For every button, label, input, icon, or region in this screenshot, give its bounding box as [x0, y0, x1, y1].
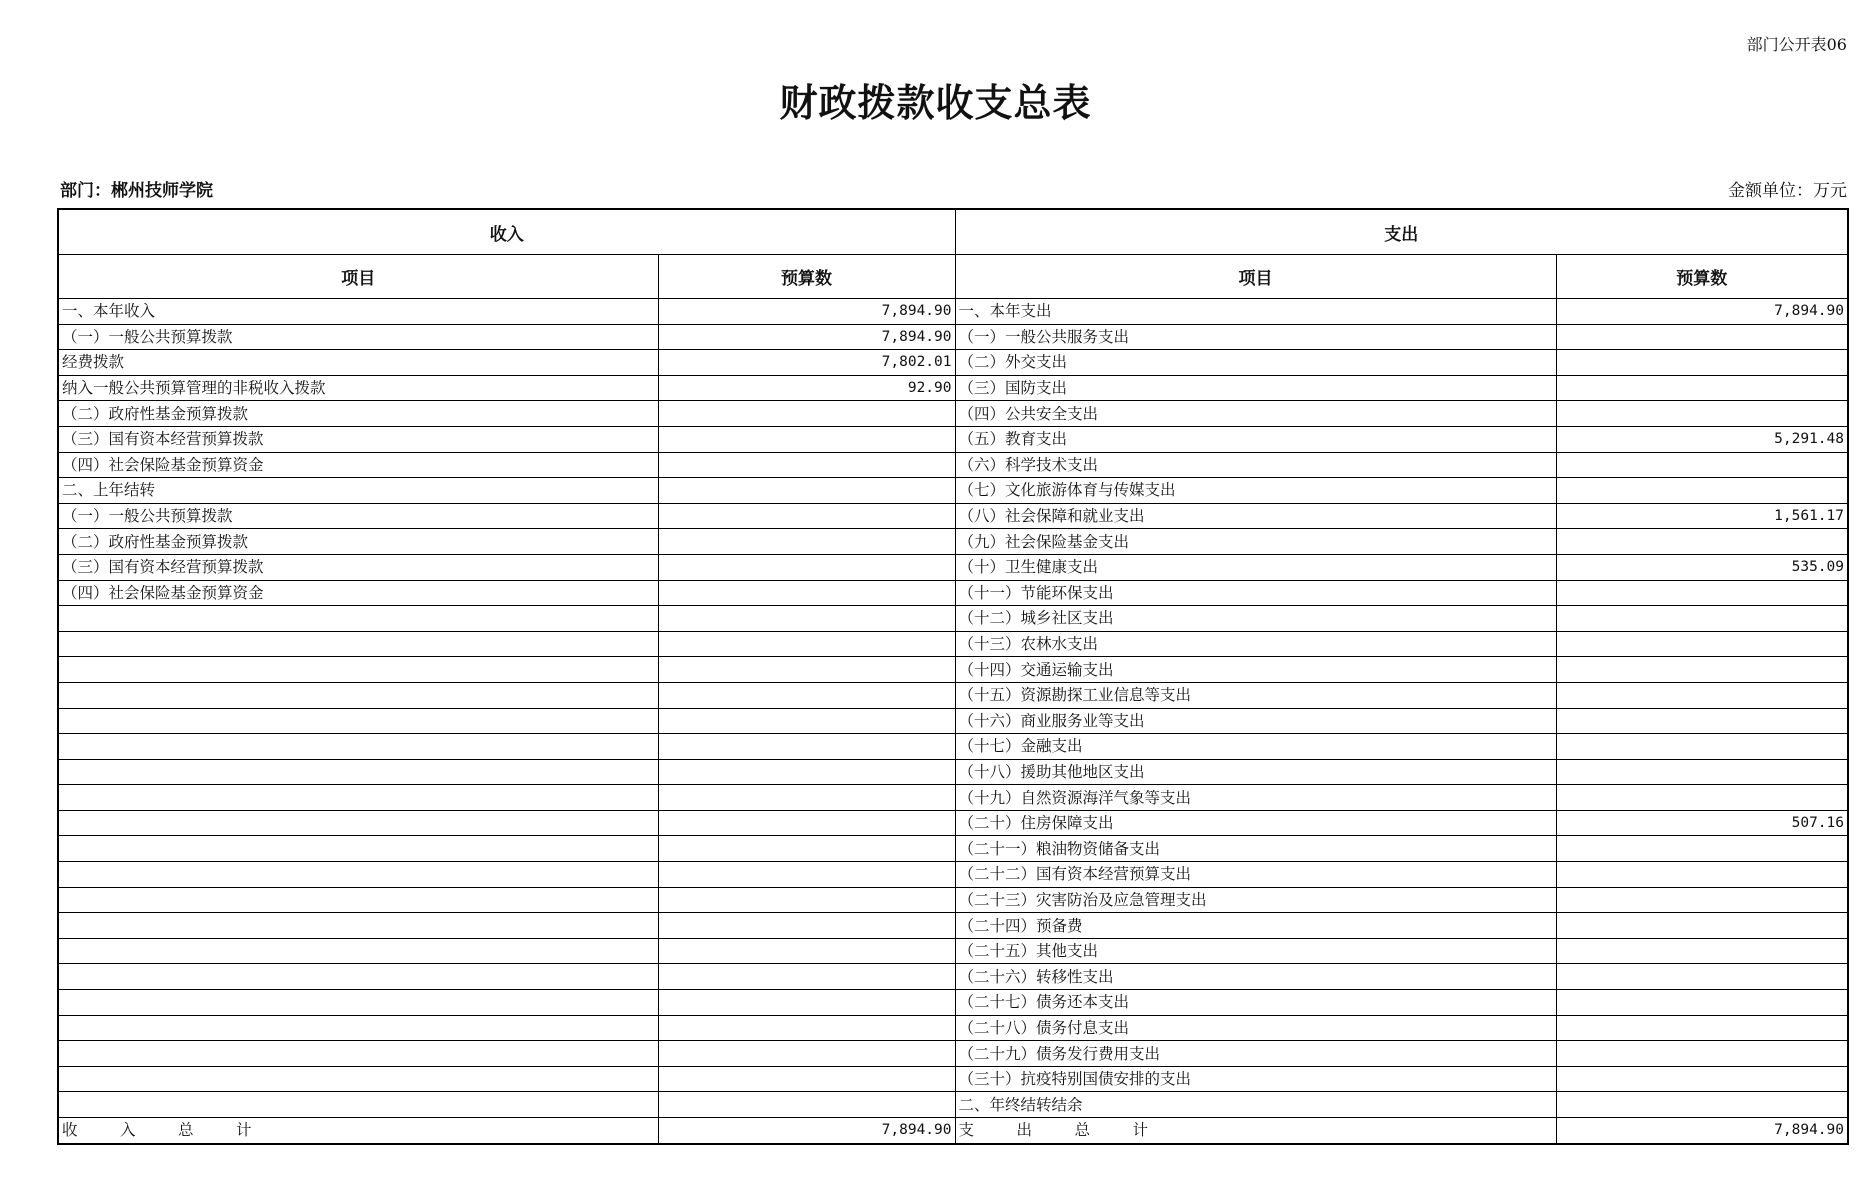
income-budget-cell — [658, 1015, 955, 1041]
expense-budget-cell — [1556, 990, 1848, 1016]
table-row — [58, 810, 1848, 836]
table-row — [58, 631, 1848, 657]
expense-budget-cell — [1556, 862, 1848, 888]
table-row — [58, 401, 1848, 427]
expense-budget-cell — [1556, 887, 1848, 913]
income-item-cell — [58, 759, 658, 785]
expense-budget-cell — [1556, 324, 1848, 350]
expense-budget-cell — [1556, 682, 1848, 708]
expense-budget-cell: 5,291.48 — [1556, 426, 1848, 452]
table-row — [58, 375, 1848, 401]
expense-item-cell: （八）社会保障和就业支出 — [955, 503, 1556, 529]
budget-table — [57, 208, 1849, 1145]
income-item-cell — [58, 606, 658, 632]
income-budget-cell: 92.90 — [658, 375, 955, 401]
expense-budget-cell: 1,561.17 — [1556, 503, 1848, 529]
expense-item-cell: （三）国防支出 — [955, 375, 1556, 401]
income-item-cell — [58, 990, 658, 1016]
expense-budget-cell — [1556, 657, 1848, 683]
expense-budget-cell — [1556, 1092, 1848, 1118]
expense-item-cell: （六）科学技术支出 — [955, 452, 1556, 478]
expense-budget-cell — [1556, 452, 1848, 478]
income-item-cell — [58, 631, 658, 657]
income-item-cell — [58, 657, 658, 683]
income-item-cell: （四）社会保险基金预算资金 — [58, 452, 658, 478]
income-item-cell: 一、本年收入 — [58, 299, 658, 325]
expense-budget-cell — [1556, 350, 1848, 376]
income-item-cell: 经费拨款 — [58, 350, 658, 376]
expense-budget-cell — [1556, 529, 1848, 555]
expense-budget-cell — [1556, 478, 1848, 504]
income-budget-cell — [658, 1066, 955, 1092]
totals-row — [58, 1118, 1848, 1144]
income-item-cell — [58, 1041, 658, 1067]
income-item-cell: （三）国有资本经营预算拨款 — [58, 554, 658, 580]
table-row — [58, 759, 1848, 785]
expense-item-cell: （十一）节能环保支出 — [955, 580, 1556, 606]
income-budget-cell — [658, 657, 955, 683]
income-item-cell: （二）政府性基金预算拨款 — [58, 401, 658, 427]
form-id: 部门公开表06 — [1746, 35, 1847, 54]
expense-item-cell: （十）卫生健康支出 — [955, 554, 1556, 580]
expense-item-cell: （四）公共安全支出 — [955, 401, 1556, 427]
income-item-cell — [58, 708, 658, 734]
expense-item-cell: （十九）自然资源海洋气象等支出 — [955, 785, 1556, 811]
income-budget-cell — [658, 708, 955, 734]
table-row — [58, 350, 1848, 376]
income-item-cell — [58, 964, 658, 990]
expense-item-cell: （十三）农林水支出 — [955, 631, 1556, 657]
table-row — [58, 708, 1848, 734]
expense-item-cell: （十六）商业服务业等支出 — [955, 708, 1556, 734]
expense-item-cell: （二十四）预备费 — [955, 913, 1556, 939]
income-budget-cell — [658, 990, 955, 1016]
income-item-cell: （一）一般公共预算拨款 — [58, 324, 658, 350]
expense-budget-cell — [1556, 964, 1848, 990]
table-row — [58, 836, 1848, 862]
income-item-cell — [58, 1092, 658, 1118]
table-row — [58, 964, 1848, 990]
income-item-cell — [58, 810, 658, 836]
income-budget-cell — [658, 554, 955, 580]
table-row — [58, 990, 1848, 1016]
table-row — [58, 503, 1848, 529]
expense-item-cell: （二十五）其他支出 — [955, 938, 1556, 964]
income-budget-cell — [658, 964, 955, 990]
income-item-cell — [58, 913, 658, 939]
table-row — [58, 887, 1848, 913]
income-budget-cell — [658, 759, 955, 785]
department-label: 部门：郴州技师学院 — [60, 181, 213, 201]
income-budget-cell — [658, 785, 955, 811]
table-row — [58, 1092, 1848, 1118]
table-row — [58, 1066, 1848, 1092]
table-row — [58, 554, 1848, 580]
table-row — [58, 1015, 1848, 1041]
income-item-cell — [58, 785, 658, 811]
income-budget-cell — [658, 836, 955, 862]
expense-item-cell: （二十七）债务还本支出 — [955, 990, 1556, 1016]
income-budget-cell — [658, 631, 955, 657]
expense-budget-cell — [1556, 836, 1848, 862]
expense-budget-cell — [1556, 1015, 1848, 1041]
income-item-header: 项目 — [58, 255, 658, 299]
income-budget-cell — [658, 452, 955, 478]
expense-total-label: 支 出 总 计 — [955, 1118, 1556, 1144]
expense-budget-cell — [1556, 759, 1848, 785]
expense-item-cell: （十八）援助其他地区支出 — [955, 759, 1556, 785]
expense-budget-cell — [1556, 913, 1848, 939]
income-item-cell — [58, 734, 658, 760]
expense-item-cell: （十七）金融支出 — [955, 734, 1556, 760]
table-row — [58, 1041, 1848, 1067]
table-row — [58, 938, 1848, 964]
income-budget-cell — [658, 401, 955, 427]
expense-budget-cell — [1556, 1066, 1848, 1092]
table-row — [58, 426, 1848, 452]
income-budget-cell — [658, 1092, 955, 1118]
expense-item-cell: 二、年终结转结余 — [955, 1092, 1556, 1118]
expense-item-cell: （二）外交支出 — [955, 350, 1556, 376]
income-budget-cell — [658, 529, 955, 555]
expense-budget-cell — [1556, 375, 1848, 401]
expense-item-cell: （二十一）粮油物资储备支出 — [955, 836, 1556, 862]
table-row — [58, 657, 1848, 683]
table-row — [58, 452, 1848, 478]
income-item-cell — [58, 887, 658, 913]
table-row — [58, 606, 1848, 632]
income-item-cell: （一）一般公共预算拨款 — [58, 503, 658, 529]
expense-budget-cell — [1556, 734, 1848, 760]
income-total-value: 7,894.90 — [658, 1118, 955, 1144]
income-budget-cell — [658, 887, 955, 913]
expense-item-cell: （十四）交通运输支出 — [955, 657, 1556, 683]
table-row — [58, 682, 1848, 708]
income-budget-cell — [658, 734, 955, 760]
income-budget-cell: 7,894.90 — [658, 324, 955, 350]
table-row — [58, 785, 1848, 811]
income-budget-cell — [658, 606, 955, 632]
expense-item-cell: （一）一般公共服务支出 — [955, 324, 1556, 350]
income-budget-cell — [658, 862, 955, 888]
expense-section-header: 支出 — [955, 209, 1848, 255]
income-item-cell — [58, 862, 658, 888]
table-row — [58, 299, 1848, 325]
income-budget-cell — [658, 503, 955, 529]
table-row — [58, 580, 1848, 606]
table-body — [58, 299, 1848, 1118]
expense-budget-cell — [1556, 785, 1848, 811]
expense-budget-header: 预算数 — [1556, 255, 1848, 299]
expense-item-cell: （二十）住房保障支出 — [955, 810, 1556, 836]
expense-item-cell: （三十）抗疫特别国债安排的支出 — [955, 1066, 1556, 1092]
income-item-cell: （二）政府性基金预算拨款 — [58, 529, 658, 555]
expense-item-cell: （二十八）债务付息支出 — [955, 1015, 1556, 1041]
page-title: 财政拨款收支总表 — [779, 80, 1092, 125]
income-item-cell — [58, 938, 658, 964]
expense-item-cell: （二十三）灾害防治及应急管理支出 — [955, 887, 1556, 913]
income-budget-cell — [658, 682, 955, 708]
income-budget-cell: 7,894.90 — [658, 299, 955, 325]
expense-item-cell: （二十九）债务发行费用支出 — [955, 1041, 1556, 1067]
income-budget-header: 预算数 — [658, 255, 955, 299]
expense-budget-cell — [1556, 1041, 1848, 1067]
expense-item-header: 项目 — [955, 255, 1556, 299]
income-budget-cell — [658, 580, 955, 606]
income-budget-cell — [658, 810, 955, 836]
table-row — [58, 913, 1848, 939]
expense-item-cell: （二十六）转移性支出 — [955, 964, 1556, 990]
income-section-header: 收入 — [58, 209, 955, 255]
expense-item-cell: （二十二）国有资本经营预算支出 — [955, 862, 1556, 888]
income-item-cell: 纳入一般公共预算管理的非税收入拨款 — [58, 375, 658, 401]
unit-label: 金额单位：万元 — [1728, 181, 1847, 201]
income-item-cell: 二、上年结转 — [58, 478, 658, 504]
income-budget-cell: 7,802.01 — [658, 350, 955, 376]
income-item-cell: （四）社会保险基金预算资金 — [58, 580, 658, 606]
expense-budget-cell — [1556, 606, 1848, 632]
income-total-label: 收 入 总 计 — [58, 1118, 658, 1144]
income-item-cell — [58, 1015, 658, 1041]
income-item-cell: （三）国有资本经营预算拨款 — [58, 426, 658, 452]
expense-budget-cell — [1556, 938, 1848, 964]
table-row — [58, 529, 1848, 555]
expense-total-value: 7,894.90 — [1556, 1118, 1848, 1144]
expense-item-cell: （十二）城乡社区支出 — [955, 606, 1556, 632]
expense-budget-cell — [1556, 580, 1848, 606]
income-budget-cell — [658, 478, 955, 504]
income-item-cell — [58, 1066, 658, 1092]
income-budget-cell — [658, 938, 955, 964]
expense-budget-cell: 7,894.90 — [1556, 299, 1848, 325]
income-item-cell — [58, 682, 658, 708]
table-row — [58, 478, 1848, 504]
table-row — [58, 734, 1848, 760]
expense-item-cell: （九）社会保险基金支出 — [955, 529, 1556, 555]
expense-budget-cell — [1556, 401, 1848, 427]
income-budget-cell — [658, 426, 955, 452]
expense-item-cell: 一、本年支出 — [955, 299, 1556, 325]
expense-budget-cell — [1556, 631, 1848, 657]
expense-budget-cell — [1556, 708, 1848, 734]
expense-item-cell: （五）教育支出 — [955, 426, 1556, 452]
expense-item-cell: （七）文化旅游体育与传媒支出 — [955, 478, 1556, 504]
income-budget-cell — [658, 913, 955, 939]
expense-budget-cell: 535.09 — [1556, 554, 1848, 580]
income-budget-cell — [658, 1041, 955, 1067]
table-row — [58, 324, 1848, 350]
table-row — [58, 862, 1848, 888]
income-item-cell — [58, 836, 658, 862]
expense-budget-cell: 507.16 — [1556, 810, 1848, 836]
expense-item-cell: （十五）资源勘探工业信息等支出 — [955, 682, 1556, 708]
